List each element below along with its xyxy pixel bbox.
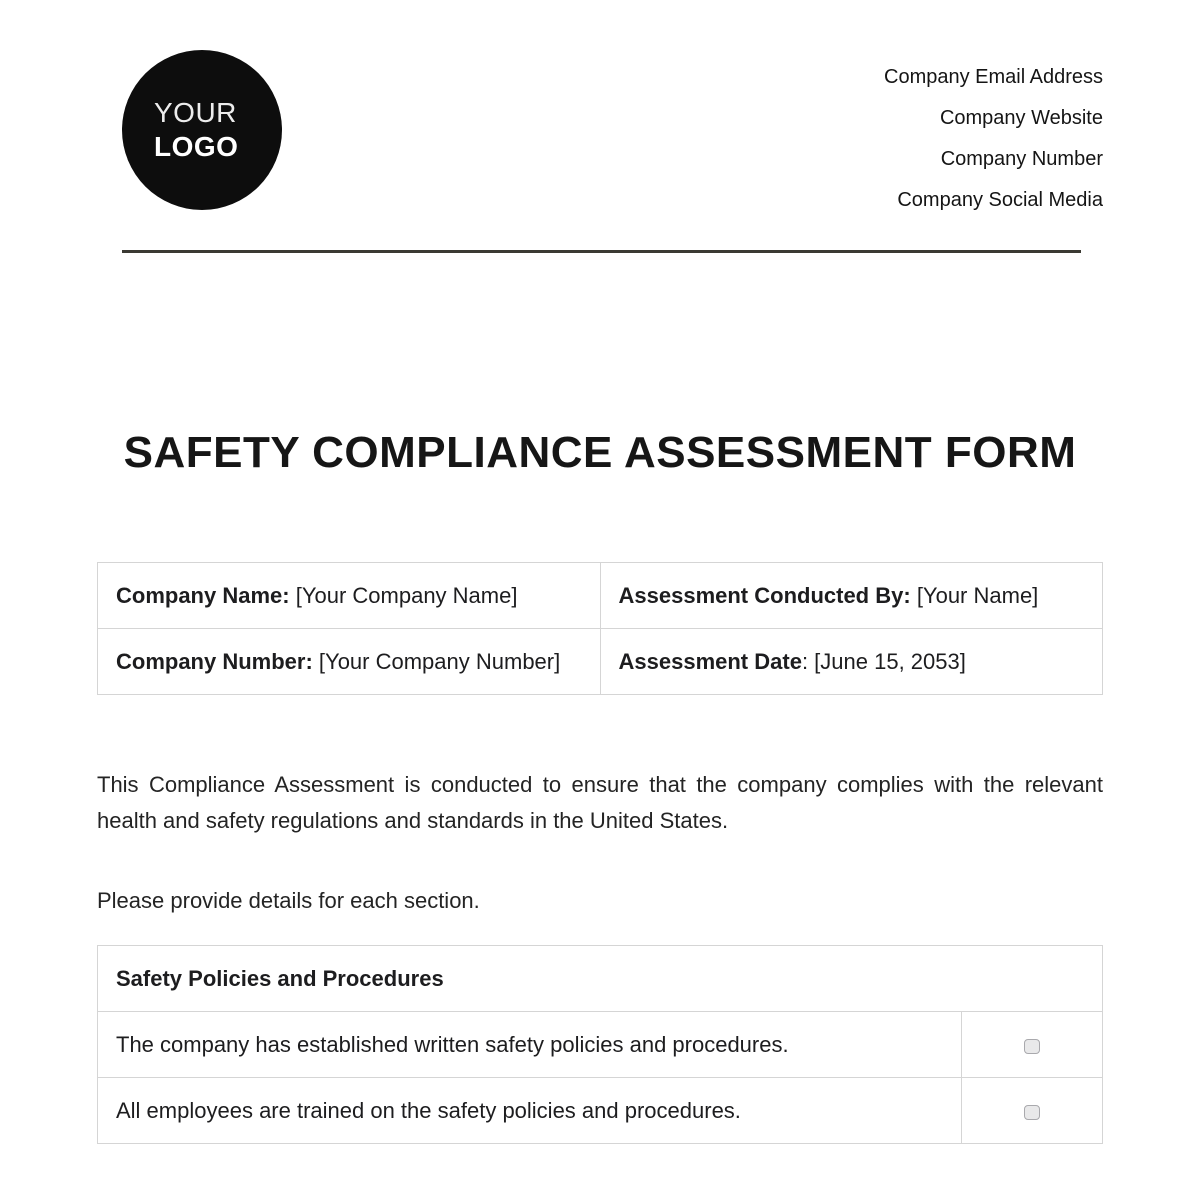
info-table — [97, 562, 1103, 695]
company-number: Company Number — [940, 148, 1103, 170]
info-cell-company-number — [98, 629, 601, 695]
assessment-date-label: Assessment Date — [618, 649, 802, 674]
document-header — [97, 50, 1103, 221]
logo-text-your: YOUR — [154, 97, 237, 128]
logo-text-logo: LOGO — [154, 131, 239, 162]
checklist-row — [98, 1012, 1103, 1078]
assessment-conducted-by-value: [Your Name] — [916, 583, 1039, 608]
info-table-row — [98, 629, 1103, 695]
checkbox[interactable] — [1024, 1039, 1040, 1054]
checklist-row — [98, 1078, 1103, 1144]
info-cell-company-name — [98, 563, 601, 629]
company-number-value: [Your Company Number] — [318, 649, 561, 674]
company-name-label: Company Name: — [116, 583, 290, 608]
checklist-item-text: All employees are trained on the safety policies and procedures. — [98, 1078, 962, 1144]
info-cell-assessment-date — [600, 629, 1103, 695]
checklist-section-header: Safety Policies and Procedures — [98, 946, 1103, 1012]
document-page — [97, 0, 1103, 1144]
checklist-item-text: The company has established written safety policies and procedures. — [98, 1012, 962, 1078]
info-table-row — [98, 563, 1103, 629]
assessment-conducted-by-label: Assessment Conducted By: — [618, 583, 911, 608]
company-social-media: Company Social Media — [897, 189, 1103, 211]
checklist-section-header-row — [98, 946, 1103, 1012]
company-logo — [122, 50, 282, 210]
header-divider — [122, 250, 1081, 253]
instruction-paragraph: Please provide details for each section. — [97, 888, 480, 913]
company-name-value: [Your Company Name] — [295, 583, 518, 608]
company-website: Company Website — [939, 107, 1103, 129]
checklist-item-check-cell — [962, 1078, 1103, 1144]
intro-paragraph: This Compliance Assessment is conducted to ensure that the company complies with the relevant health and safety regulations and standards in the United States. — [97, 772, 1103, 833]
page-title: SAFETY COMPLIANCE ASSESSMENT FORM — [123, 428, 1077, 477]
checklist-item-check-cell — [962, 1012, 1103, 1078]
assessment-date-value: : [June 15, 2053] — [801, 649, 966, 674]
checklist-table — [97, 945, 1103, 1144]
checkbox[interactable] — [1024, 1105, 1040, 1120]
company-contact-block — [884, 50, 1103, 221]
company-number-label: Company Number: — [116, 649, 313, 674]
info-cell-assessment-conducted-by — [600, 563, 1103, 629]
company-email-address: Company Email Address — [884, 66, 1103, 88]
